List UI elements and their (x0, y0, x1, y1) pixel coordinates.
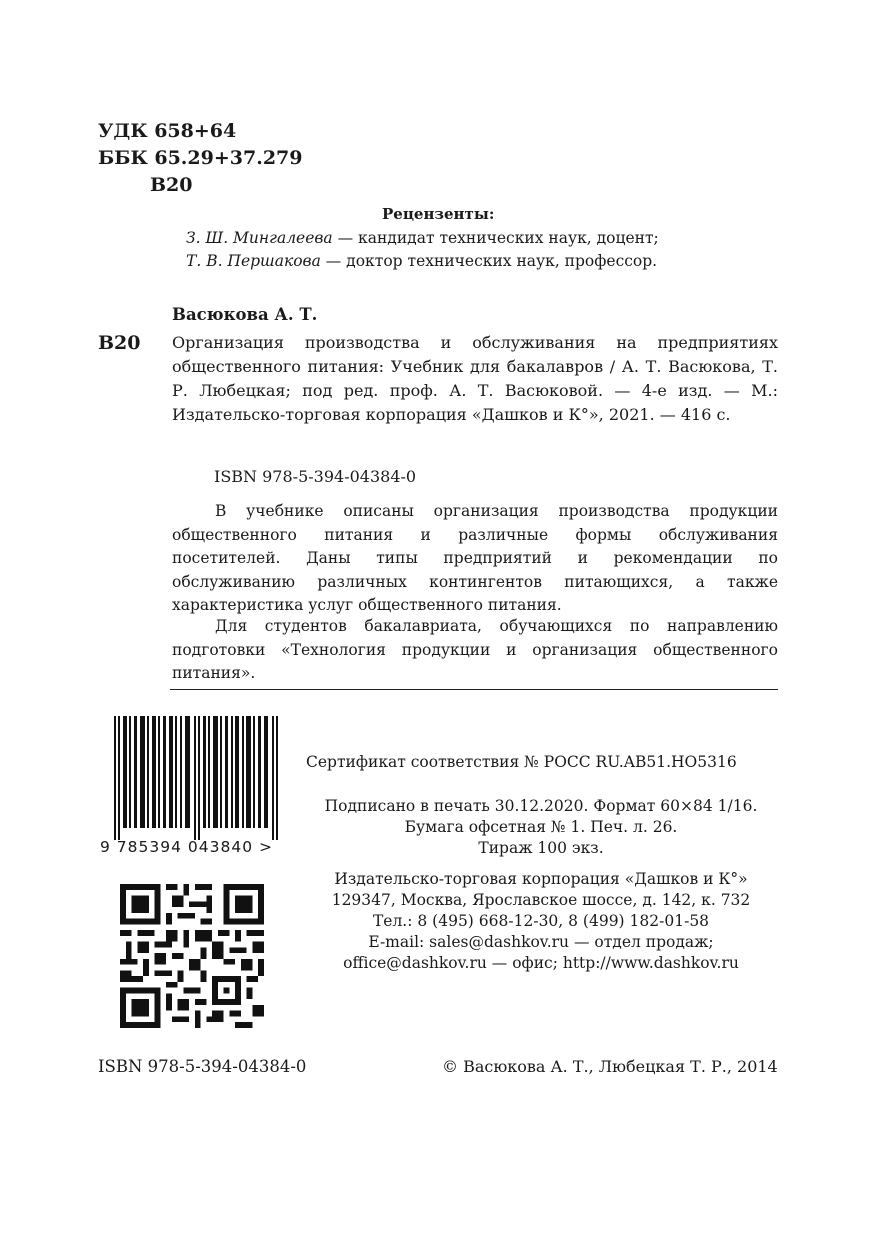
divider-line (170, 689, 778, 690)
publisher-block (306, 869, 776, 974)
qr-code-icon (120, 884, 264, 1028)
entry-author: Васюкова А. Т. (172, 305, 318, 324)
publisher-line: Тел.: 8 (495) 668-12-30, 8 (499) 182-01-58 (372, 912, 710, 930)
reviewer-1 (186, 229, 659, 247)
footer-isbn: ISBN 978-5-394-04384-0 (98, 1057, 307, 1076)
certificate-text: Сертификат соответствия № РОСС RU.AB51.HO5316 (306, 753, 737, 771)
barcode-digits: 9 785394 043840 > (100, 838, 273, 856)
entry-code: В20 (98, 332, 141, 354)
publisher-line: Издательско-торговая корпорация «Дашков и К°» (334, 870, 748, 888)
footer-copyright: © Васюкова А. Т., Любецкая Т. Р., 2014 (442, 1057, 778, 1076)
reviewer-1-name: З. Ш. Мингалеева (186, 229, 333, 247)
bbk-code: ББК 65.29+37.279 (98, 147, 303, 169)
publisher-line: office@dashkov.ru — офис; http://www.dashkov.ru (343, 954, 739, 972)
print-info-block (306, 796, 776, 859)
print-info-line: Тираж 100 экз. (478, 839, 604, 857)
print-info-line: Подписано в печать 30.12.2020. Формат 60×84 1/16. (324, 797, 758, 815)
reviewer-2-name: Т. В. Першакова (186, 252, 321, 270)
publisher-line: 129347, Москва, Ярославское шоссе, д. 142, к. 732 (331, 891, 751, 909)
isbn-barcode-icon (114, 716, 280, 840)
entry-isbn: ISBN 978-5-394-04384-0 (214, 467, 417, 486)
reviewer-2 (186, 252, 657, 270)
reviewers-title: Рецензенты: (382, 205, 495, 223)
entry-citation: Организация производства и обслуживания на предприятиях общественного питания: Учебник для бакалавров / А. Т. Васюкова, Т. Р. Любецкая; под ред. проф. А. Т. Васюковой. — 4-е изд. — М.: Издательско-торговая корпорация «Дашков и К°», 2021. — 416 с. (172, 333, 778, 424)
reviewer-1-role: — кандидат технических наук, доцент; (332, 229, 659, 247)
abstract-paragraph-2: Для студентов бакалавриата, обучающихся по направлению подготовки «Технология продукции и организация общественного питания». (172, 617, 778, 682)
publisher-line: E-mail: sales@dashkov.ru — отдел продаж; (368, 933, 714, 951)
reviewer-2-role: — доктор технических наук, профессор. (320, 252, 658, 270)
udk-code: УДК 658+64 (98, 120, 237, 142)
print-info-line: Бумага офсетная № 1. Печ. л. 26. (404, 818, 678, 836)
abstract-paragraph-1: В учебнике описаны организация производства продукции общественного питания и различные формы обслуживания посетителей. Даны типы предприятий и рекомендации по обслуживанию различных контингентов питающихся, а также характеристика услуг общественного питания. (172, 502, 778, 614)
author-code: В20 (150, 174, 193, 196)
